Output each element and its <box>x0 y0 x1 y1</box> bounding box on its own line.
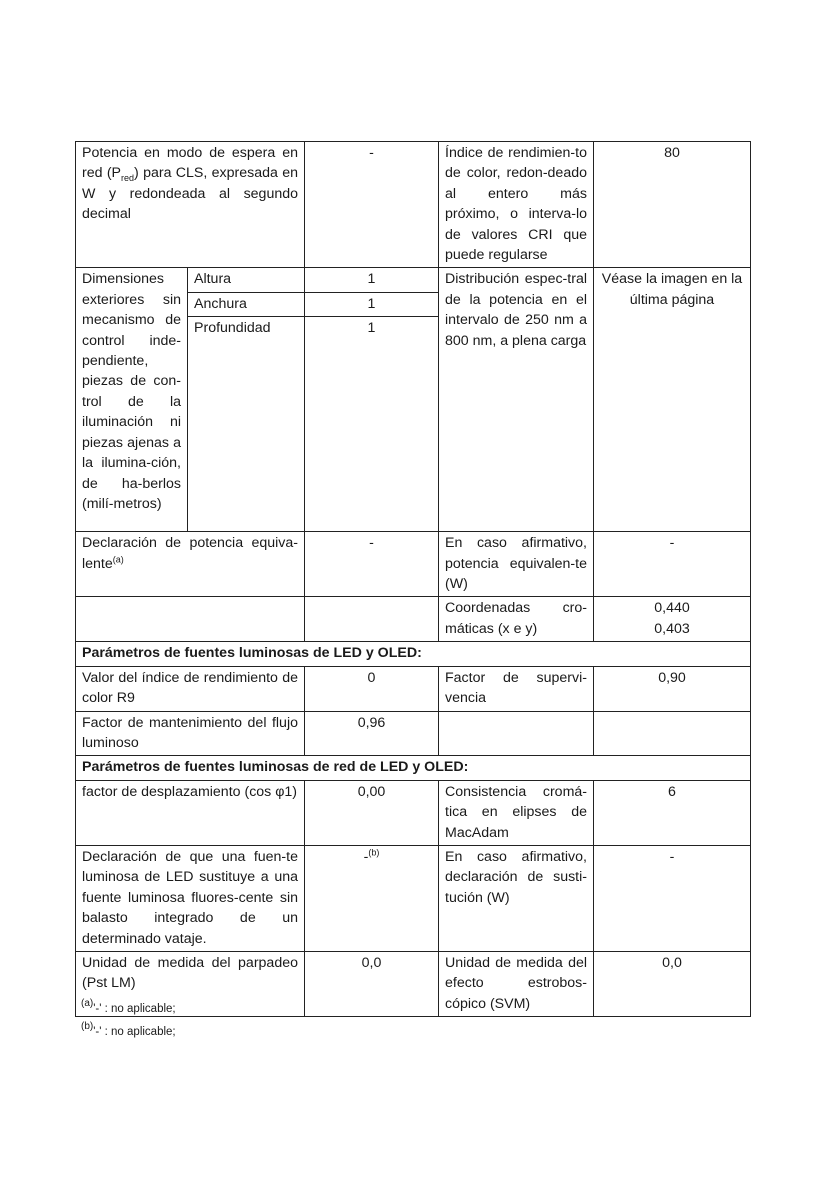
section-led-oled-title: Parámetros de fuentes luminosas de LED y OLED: <box>76 642 751 666</box>
section-header-row <box>76 756 751 780</box>
table-row <box>76 532 751 597</box>
flux-maintenance-value: 0,96 <box>305 711 439 756</box>
table-row <box>76 666 751 711</box>
colour-consistency-value: 6 <box>594 780 751 845</box>
footnote-a: $^{(a)}$'-' : no aplicable; <box>81 998 176 1015</box>
displacement-factor-value: 0,00 <box>305 780 439 845</box>
table-row <box>76 142 751 268</box>
section-mains-led-oled-title: Parámetros de fuentes luminosas de red de LED y OLED: <box>76 756 751 780</box>
displacement-factor-label: factor de desplazamiento (cos φ1) <box>76 780 305 845</box>
height-label: Altura <box>188 268 305 292</box>
empty-cell <box>439 711 594 756</box>
chromaticity-y: 0,403 <box>654 620 690 637</box>
colour-consistency-label: Consistencia cromá-tica en elipses de MacAdam <box>439 780 594 845</box>
depth-value: 1 <box>305 317 439 532</box>
depth-label: Profundidad <box>188 317 305 532</box>
cri-value: 80 <box>594 142 751 268</box>
equivalent-wattage-label: En caso afirmativo, potencia equivalen-te (W) <box>439 532 594 597</box>
table-row <box>76 780 751 845</box>
product-spec-table <box>75 141 751 1017</box>
dimensions-label: Dimensiones exteriores sin mecanismo de control inde-pendiente, piezas de con-trol de la iluminación ni piezas ajenas a la ilumina-ción, de ha-berlos (milí-metros) <box>76 268 188 532</box>
r9-value: 0 <box>305 666 439 711</box>
equivalent-wattage-value: - <box>594 532 751 597</box>
section-header-row <box>76 642 751 666</box>
height-value: 1 <box>305 268 439 292</box>
equivalent-power-value: - <box>305 532 439 597</box>
spectral-distribution-label: Distribución espec-tral de la potencia en el intervalo de 250 nm a 800 nm, a plena carga <box>439 268 594 532</box>
standby-power-value: - <box>305 142 439 268</box>
table-row <box>76 845 751 951</box>
replacement-wattage-label: En caso afirmativo, declaración de susti-tución (W) <box>439 845 594 951</box>
cri-label: Índice de rendimien-to de color, redon-deado al entero más próximo, o interva-lo de valores CRI que puede regularse <box>439 142 594 268</box>
led-replacement-label: Declaración de que una fuen-te luminosa de LED sustituye a una fuente luminosa fluores-cente sin balasto integrado de un determinado vataje. <box>76 845 305 951</box>
empty-cell <box>76 597 305 642</box>
flicker-metric-label: Unidad de medida del parpadeo (Pst LM) <box>76 951 305 1016</box>
r9-label: Valor del índice de rendimiento de color R9 <box>76 666 305 711</box>
survival-factor-value: 0,90 <box>594 666 751 711</box>
chromaticity-x: 0,440 <box>654 600 690 617</box>
chromaticity-label: Coordenadas cro-máticas (x e y) <box>439 597 594 642</box>
stroboscopic-metric-label: Unidad de medida del efecto estrobos-cópico (SVM) <box>439 951 594 1016</box>
empty-cell <box>305 597 439 642</box>
table-row <box>76 951 751 1016</box>
footnote-b: $^{(b)}$'-' : no aplicable; <box>81 1021 176 1038</box>
table-row <box>76 711 751 756</box>
table-row <box>76 268 751 292</box>
led-replacement-value: -$^{(b)}$ <box>305 845 439 951</box>
survival-factor-label: Factor de supervi-vencia <box>439 666 594 711</box>
width-label: Anchura <box>188 292 305 316</box>
chromaticity-value <box>594 597 751 642</box>
flicker-metric-value: 0,0 <box>305 951 439 1016</box>
spectral-distribution-value: Véase la imagen en la última página <box>594 268 751 532</box>
footnotes <box>81 998 176 1044</box>
table-row <box>76 597 751 642</box>
flux-maintenance-label: Factor de mantenimiento del flujo luminoso <box>76 711 305 756</box>
stroboscopic-metric-value: 0,0 <box>594 951 751 1016</box>
replacement-wattage-value: - <box>594 845 751 951</box>
equivalent-power-label: Declaración de potencia equiva-lente$^{(a)}$ <box>76 532 305 597</box>
standby-power-label: Potencia en modo de espera en red $(P_{red})$ para CLS, expresada en W y redondeada al segundo decimal <box>76 142 305 268</box>
width-value: 1 <box>305 292 439 316</box>
empty-cell <box>594 711 751 756</box>
